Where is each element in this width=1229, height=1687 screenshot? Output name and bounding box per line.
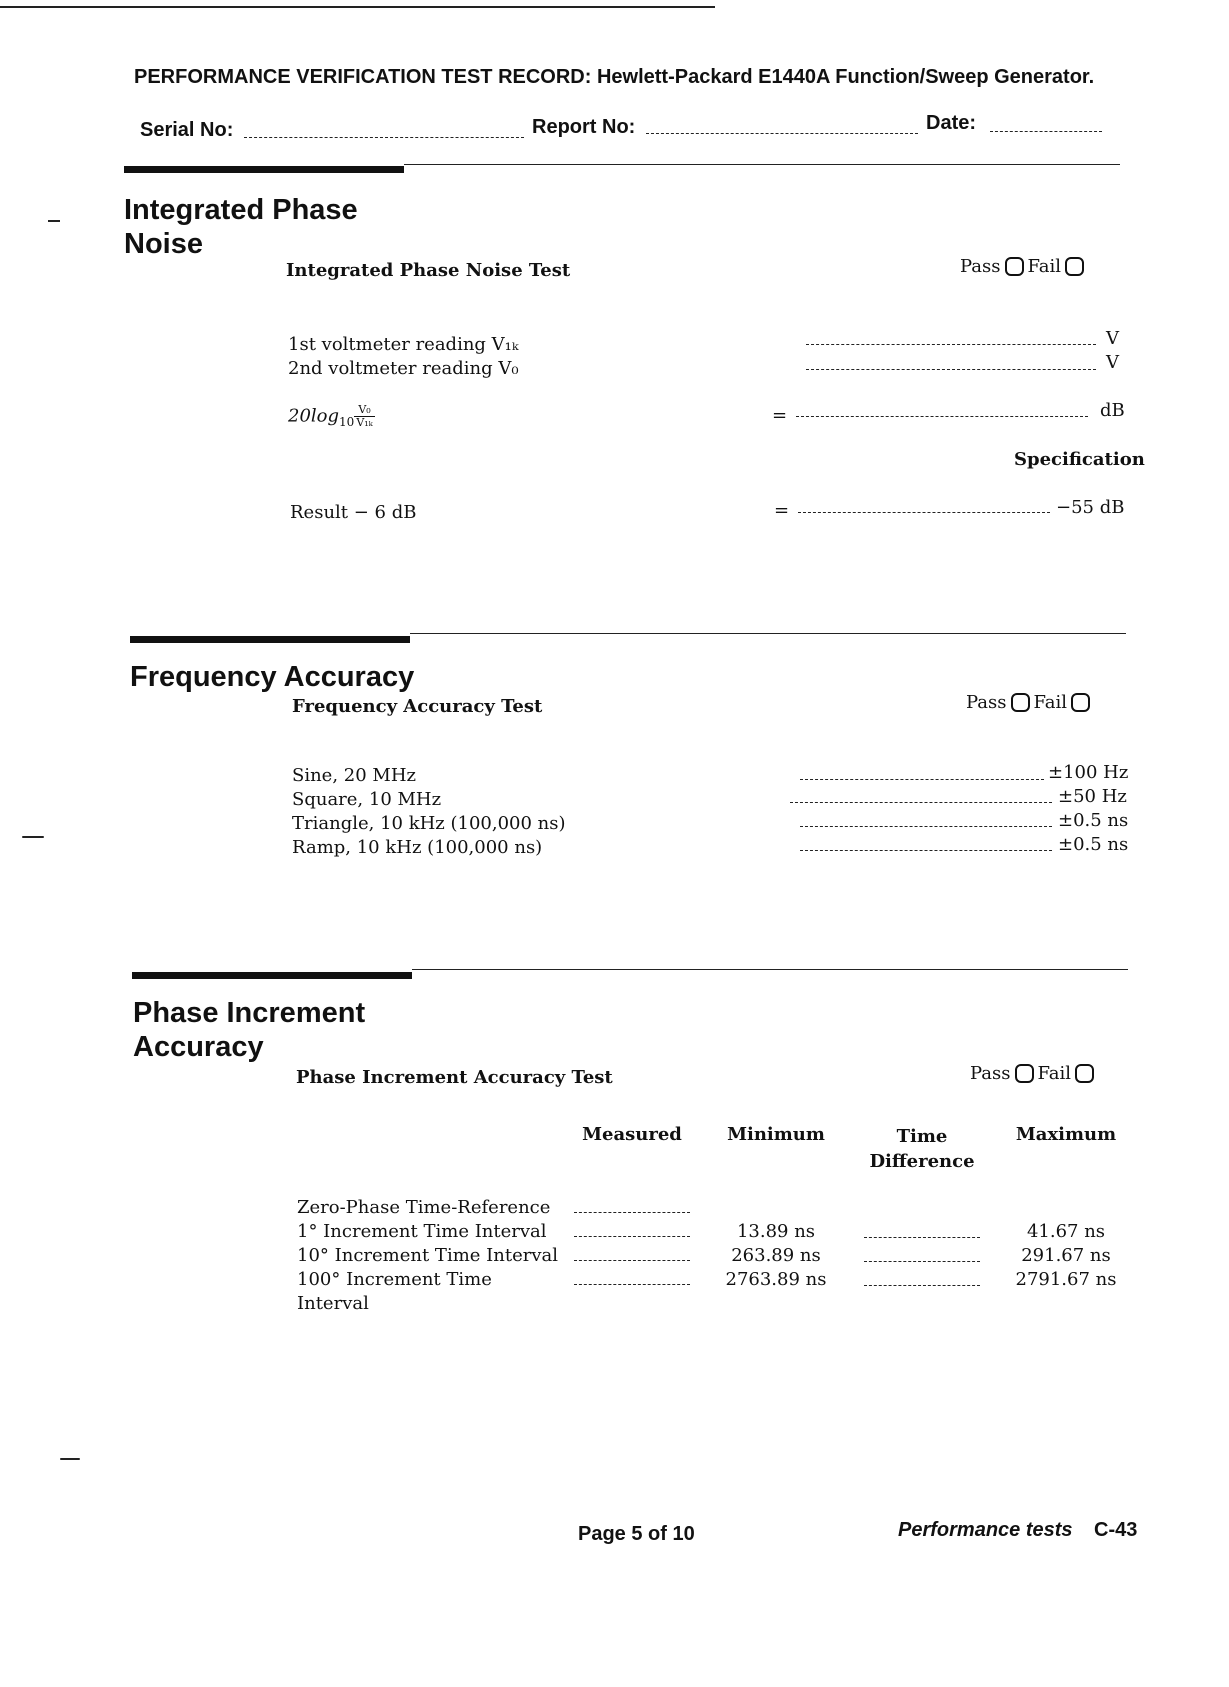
section1-title [124,193,358,261]
row-label: 1° Increment Time Interval [297,1221,547,1242]
section3-pass-fail [970,1062,1098,1086]
pass-label: Pass [966,692,1007,713]
row-label [297,1268,492,1316]
freq-row-label: Triangle, 10 kHz (100,000 ns) [292,813,566,834]
freq-row-field[interactable] [800,826,1052,827]
section3-title-line1: Phase Increment [133,997,366,1029]
formula-numerator: V₀ [354,404,374,417]
section2-pass-fail [966,691,1094,715]
freq-row-label: Sine, 20 MHz [292,765,417,786]
footer-page-code: C-43 [1094,1519,1138,1541]
freq-row-field[interactable] [800,779,1044,780]
fail-checkbox[interactable] [1071,693,1090,712]
section2-title: Frequency Accuracy [130,661,415,693]
row-minimum: 263.89 ns [731,1245,821,1266]
row-minimum: 13.89 ns [736,1221,816,1242]
footer-section: Performance tests [898,1519,1073,1541]
result-equals: = [774,500,790,521]
formula-denominator: V₁ₖ [356,416,373,429]
section2-divider-thin [410,633,1126,634]
row-maximum: 2791.67 ns [1015,1269,1117,1290]
top-rule [0,6,715,8]
formula-equals: = [772,405,788,426]
section1-divider-thin [404,164,1120,165]
measured-field[interactable] [574,1212,690,1213]
result-spec: −55 dB [1056,497,1125,518]
pass-checkbox[interactable] [1015,1064,1034,1083]
page-header-title: PERFORMANCE VERIFICATION TEST RECORD: Hewlett-Packard E1440A Function/Sweep Generator. [134,66,1095,88]
time-difference-field[interactable] [864,1261,980,1262]
fail-checkbox[interactable] [1065,257,1084,276]
fail-label: Fail [1037,1063,1072,1084]
measured-field[interactable] [574,1284,690,1285]
formula-prefix: 20log [288,405,340,427]
report-field[interactable] [646,133,918,134]
section2-test-name: Frequency Accuracy Test [292,696,543,717]
reading2-unit: V [1106,352,1119,373]
measured-field[interactable] [574,1236,690,1237]
section1-title-line2: Noise [124,228,203,260]
time-difference-field[interactable] [864,1237,980,1238]
section3-divider-thick [132,972,412,979]
section3-divider-thin [412,969,1128,970]
row-maximum: 291.67 ns [1021,1245,1111,1266]
pass-label: Pass [970,1063,1011,1084]
reading1-field[interactable] [806,344,1096,345]
formula-field[interactable] [796,416,1088,417]
freq-row-field[interactable] [800,850,1052,851]
row-label: Zero-Phase Time-Reference [297,1197,551,1218]
footer-page-number: Page 5 of 10 [578,1523,695,1545]
scan-mark [22,836,44,838]
fail-label: Fail [1027,256,1062,277]
result-field[interactable] [798,512,1050,513]
result-label: Result − 6 dB [290,502,417,523]
time-difference-field[interactable] [864,1285,980,1286]
section2-divider-thick [130,636,410,643]
formula-unit: dB [1100,400,1125,421]
section1-title-line1: Integrated Phase [124,194,358,226]
col-time-difference-line1: Time [896,1126,948,1147]
serial-field[interactable] [244,137,524,138]
freq-row-spec: ±0.5 ns [1058,810,1129,831]
freq-row-spec: ±50 Hz [1058,786,1127,807]
reading2-label: 2nd voltmeter reading V₀ [288,358,519,379]
report-label: Report No: [532,116,636,138]
date-label: Date: [926,112,977,134]
scan-mark [48,220,60,222]
measured-field[interactable] [574,1260,690,1261]
row-label-line1: 100° Increment Time [297,1269,492,1290]
section3-title-line2: Accuracy [133,1031,264,1063]
freq-row-label: Ramp, 10 kHz (100,000 ns) [292,837,543,858]
freq-row-field[interactable] [790,802,1052,803]
col-time-difference [862,1124,982,1174]
reading2-field[interactable] [806,369,1096,370]
section1-test-name: Integrated Phase Noise Test [286,260,571,281]
row-minimum: 2763.89 ns [725,1269,827,1290]
col-maximum: Maximum [1015,1124,1117,1145]
col-minimum: Minimum [727,1124,825,1145]
serial-label: Serial No: [140,119,234,141]
fail-label: Fail [1033,692,1068,713]
date-field[interactable] [990,131,1102,132]
formula [288,404,375,429]
section3-title [133,996,365,1064]
section1-pass-fail [960,255,1088,279]
col-time-difference-line2: Difference [869,1151,975,1172]
row-label-line2: Interval [297,1293,369,1314]
spec-header: Specification [1014,449,1145,470]
row-maximum: 41.67 ns [1026,1221,1106,1242]
fail-checkbox[interactable] [1075,1064,1094,1083]
section3-test-name: Phase Increment Accuracy Test [296,1067,613,1088]
pass-checkbox[interactable] [1005,257,1024,276]
row-label: 10° Increment Time Interval [297,1245,558,1266]
reading1-unit: V [1106,328,1119,349]
formula-fraction [354,404,374,429]
scan-mark [60,1458,80,1460]
formula-sub: 10 [339,415,355,430]
freq-row-label: Square, 10 MHz [292,789,442,810]
pass-label: Pass [960,256,1001,277]
freq-row-spec: ±100 Hz [1048,762,1129,783]
pass-checkbox[interactable] [1011,693,1030,712]
reading1-label: 1st voltmeter reading V₁ₖ [288,334,519,355]
col-measured: Measured [582,1124,682,1145]
section1-divider-thick [124,166,404,173]
freq-row-spec: ±0.5 ns [1058,834,1129,855]
